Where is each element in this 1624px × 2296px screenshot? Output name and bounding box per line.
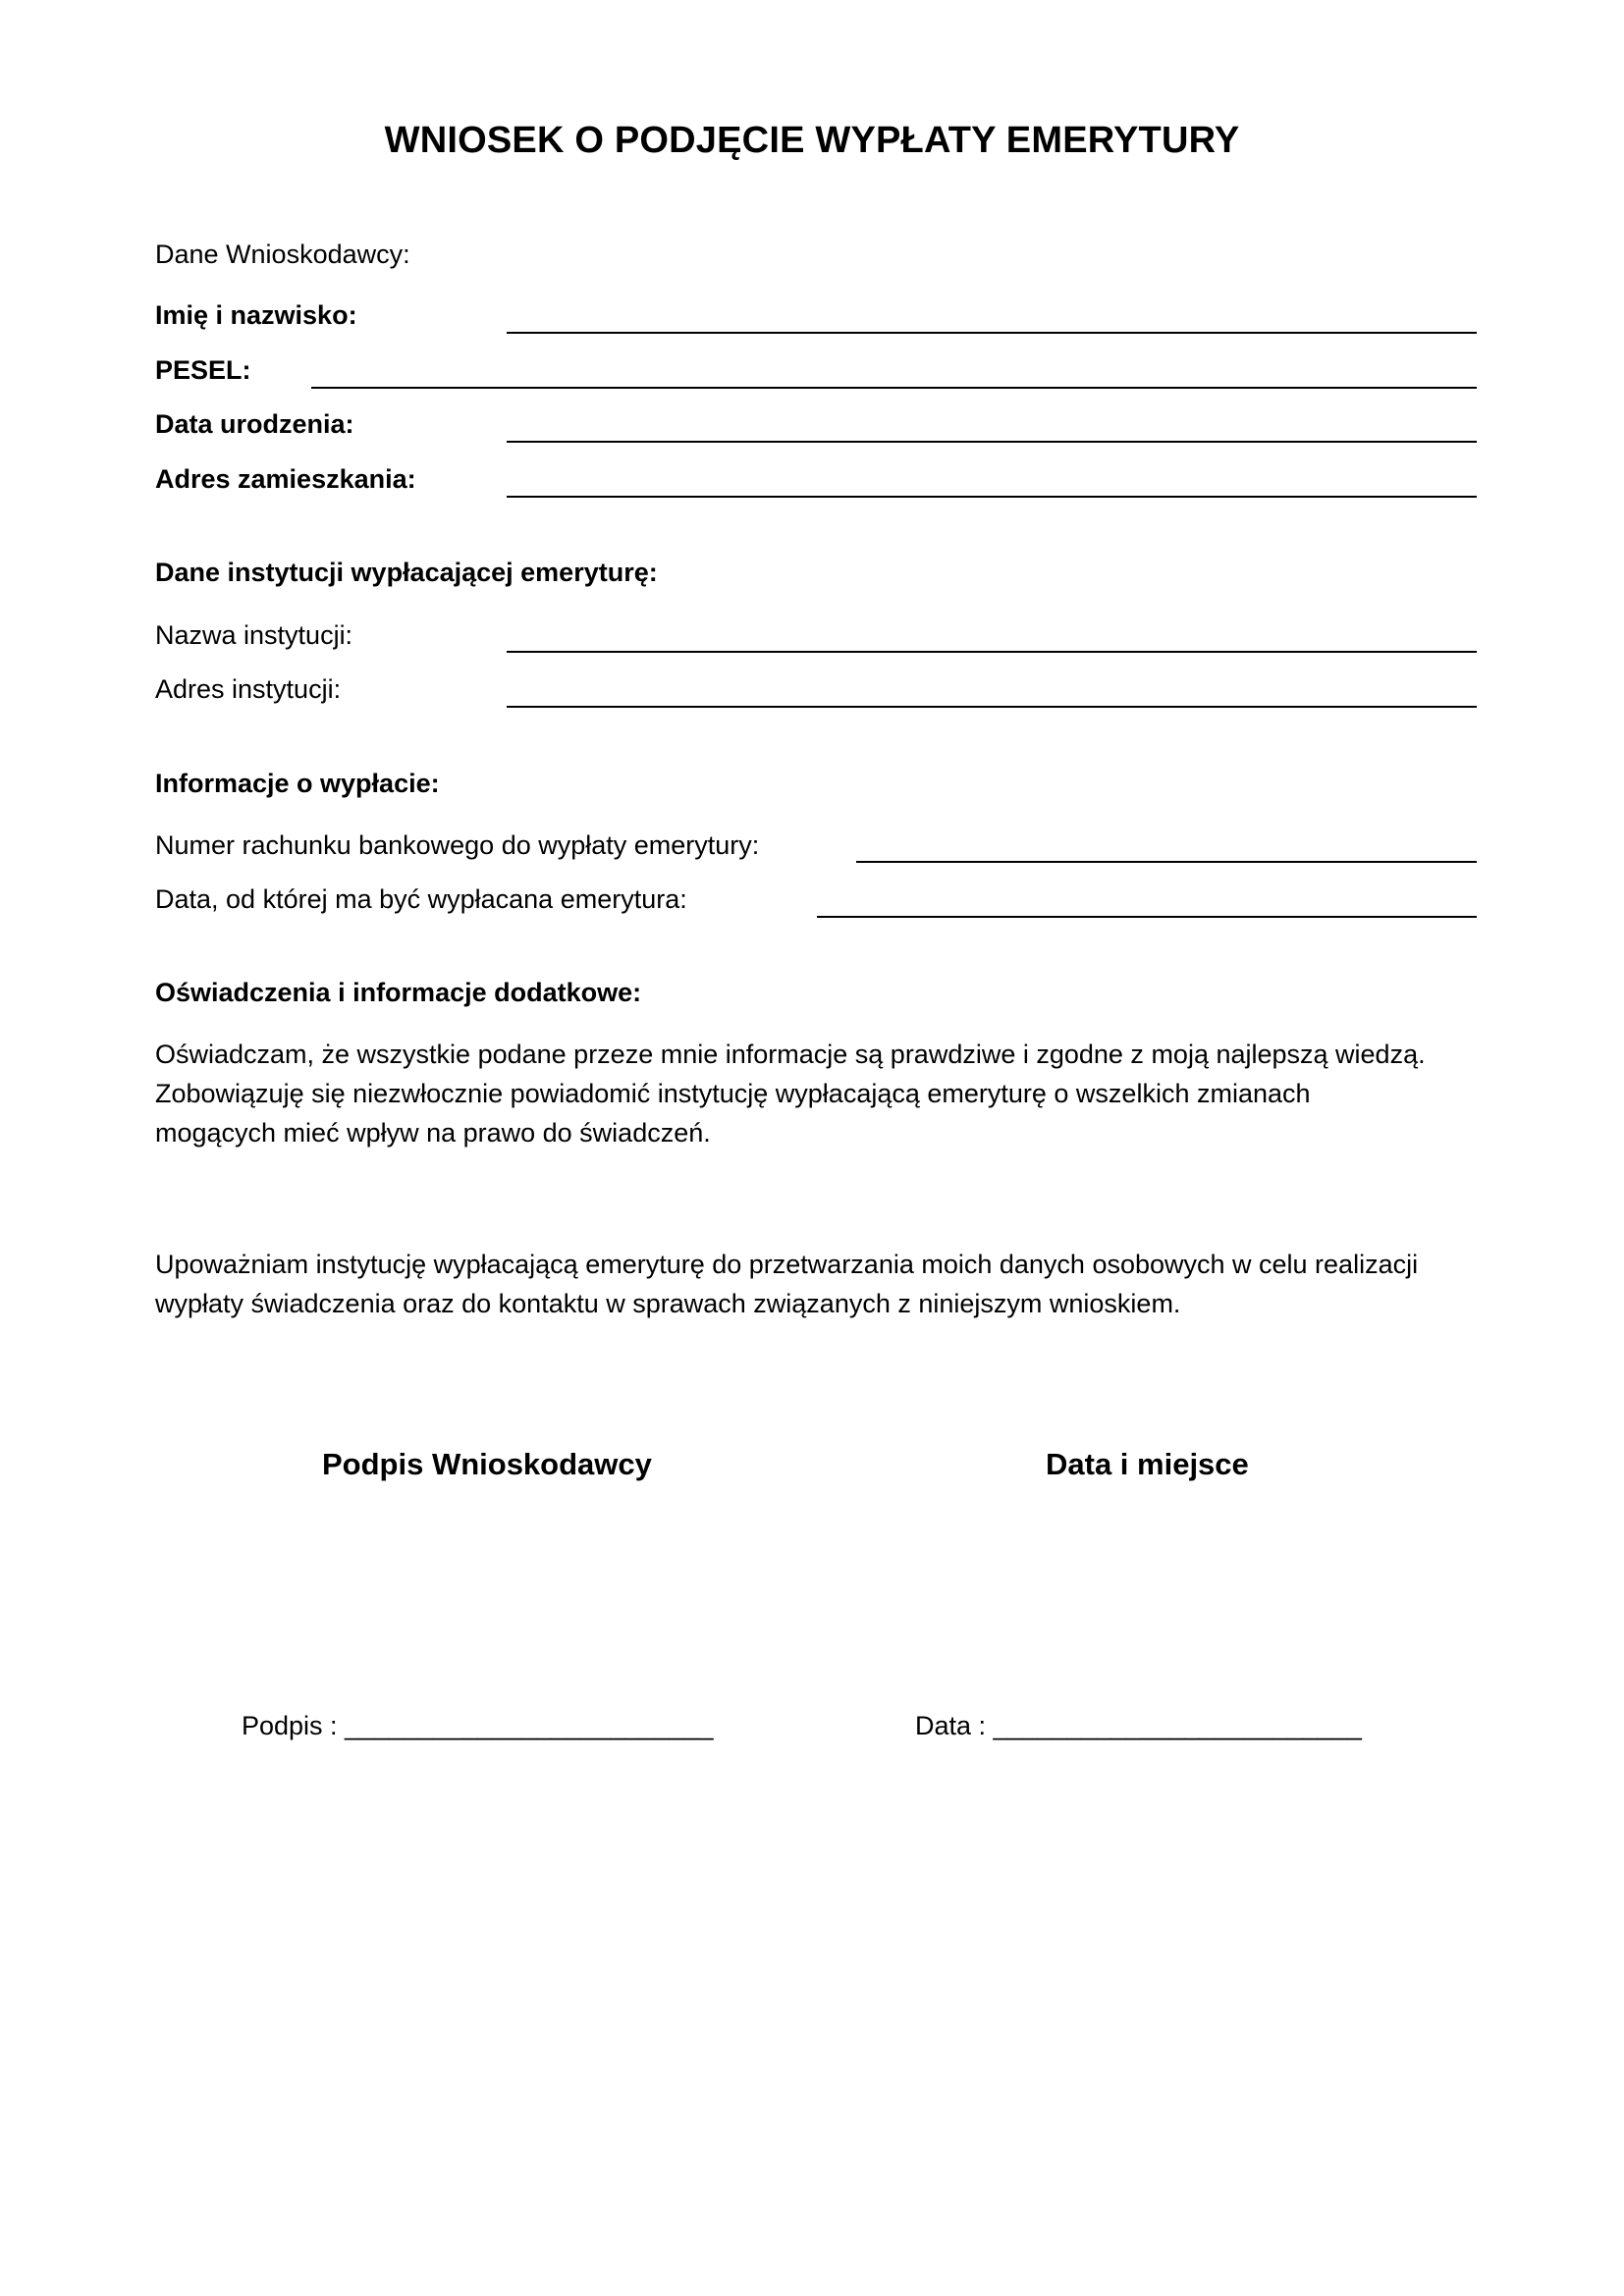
institution-name-field-line[interactable] (507, 651, 1477, 653)
declaration-line: mogących mieć wpływ na prawo do świadczeń. (155, 1118, 711, 1148)
date-field[interactable]: Data : _________________________ (915, 1711, 1362, 1740)
start-date-label: Data, od której ma być wypłacana emerytura: (155, 884, 687, 914)
institution-address-label: Adres instytucji: (155, 674, 342, 704)
account-number-field-line[interactable] (856, 861, 1477, 863)
signature-heading: Podpis Wnioskodawcy (322, 1447, 652, 1481)
name-field-line[interactable] (507, 332, 1477, 334)
name-label: Imię i nazwisko: (155, 300, 357, 330)
applicant-section-heading: Dane Wnioskodawcy: (155, 240, 410, 269)
payment-section-heading: Informacje o wypłacie: (155, 769, 440, 798)
address-field-line[interactable] (507, 496, 1477, 498)
institution-name-label: Nazwa instytucji: (155, 620, 353, 650)
start-date-field-line[interactable] (817, 916, 1477, 918)
institution-address-field-line[interactable] (507, 706, 1477, 708)
declaration-line: Oświadczam, że wszystkie podane przeze mnie informacje są prawdziwe i zgodne z moją najlepszą wiedzą. (155, 1040, 1426, 1069)
authorization-line: wypłaty świadczenia oraz do kontaktu w sprawach związanych z niniejszym wnioskiem. (155, 1289, 1181, 1318)
institution-section-heading: Dane instytucji wypłacającej emeryturę: (155, 558, 658, 587)
declaration-line: Zobowiązuję się niezwłocznie powiadomić instytucję wypłacającą emeryturę o wszelkich zmianach (155, 1079, 1311, 1108)
pesel-label: PESEL: (155, 355, 251, 385)
pesel-field-line[interactable] (311, 387, 1477, 389)
signature-field[interactable]: Podpis : _________________________ (242, 1711, 714, 1740)
declaration-paragraph (155, 1035, 1530, 1152)
birth-date-field-line[interactable] (507, 441, 1477, 443)
page-title: WNIOSEK O PODJĘCIE WYPŁATY EMERYTURY (384, 120, 1240, 161)
authorization-line: Upoważniam instytucję wypłacającą emeryturę do przetwarzania moich danych osobowych w celu realizacji (155, 1250, 1419, 1279)
account-number-label: Numer rachunku bankowego do wypłaty emerytury: (155, 830, 760, 860)
address-label: Adres zamieszkania: (155, 464, 416, 494)
statements-section-heading: Oświadczenia i informacje dodatkowe: (155, 978, 642, 1007)
authorization-paragraph (155, 1245, 1530, 1323)
birth-date-label: Data urodzenia: (155, 409, 354, 439)
date-place-heading: Data i miejsce (1046, 1447, 1249, 1481)
